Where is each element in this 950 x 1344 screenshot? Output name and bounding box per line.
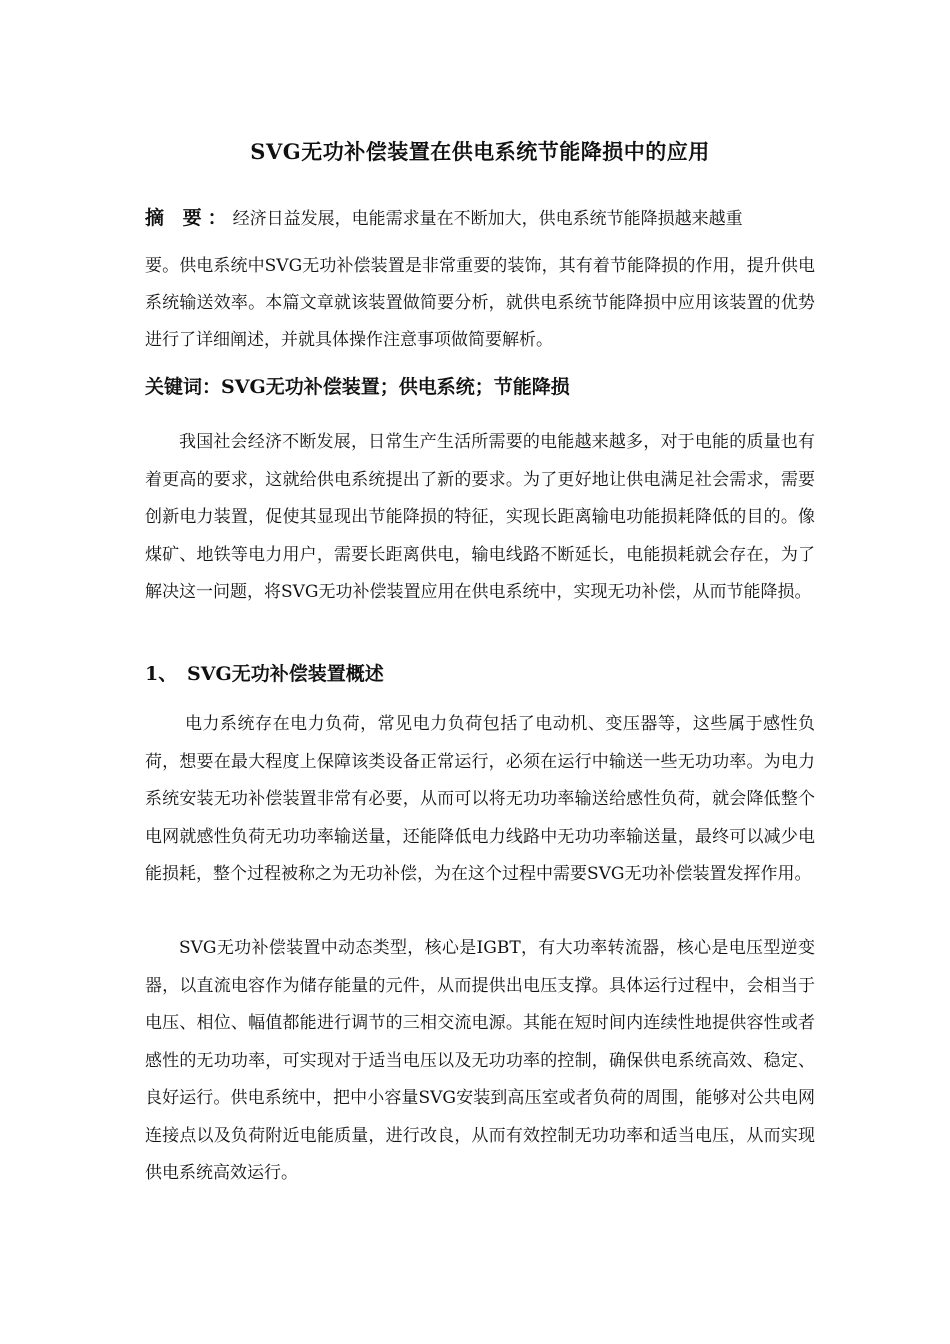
intro-paragraph: 我国社会经济不断发展，日常生产生活所需要的电能越来越多，对于电能的质量也有着更高的要求，这就给供电系统提出了新的要求。为了更好地让供电满足社会需求，需要创新电力装置，促使其显现出节能降损的特征，实现长距离输电功能损耗降低的目的。像煤矿、地铁等电力用户，需要长距离供电，输电线路不断延长，电能损耗就会存在，为了解决这一问题，将SVG无功补偿装置应用在供电系统中，实现无功补偿，从而节能降损。 bbox=[145, 432, 815, 602]
abstract bbox=[145, 200, 815, 359]
section-number: 1、 bbox=[145, 663, 178, 685]
keywords: 关键词：SVG无功补偿装置；供电系统；节能降损 bbox=[145, 376, 570, 398]
section-title: SVG无功补偿装置概述 bbox=[187, 663, 384, 685]
section-paragraph: SVG无功补偿装置中动态类型，核心是IGBT，有大功率转流器，核心是电压型逆变器，以直流电容作为储存能量的元件，从而提供出电压支撑。具体运行过程中，会相当于电压、相位、幅值都能进行调节的三相交流电源。其能在短时间内连续性地提供容性或者感性的无功功率，可实现对于适当电压以及无功功率的控制，确保供电系统高效、稳定、良好运行。供电系统中，把中小容量SVG安装到高压室或者负荷的周围，能够对公共电网连接点以及负荷附近电能质量，进行改良，从而有效控制无功功率和适当电压，从而实现供电系统高效运行。 bbox=[145, 938, 815, 1183]
abstract-label: 摘 要： bbox=[145, 207, 233, 229]
section-heading bbox=[145, 659, 815, 686]
document-title: SVG无功补偿装置在供电系统节能降损中的应用 bbox=[250, 139, 710, 164]
abstract-first-line bbox=[145, 200, 815, 238]
abstract-first-line-text: 经济日益发展，电能需求量在不断加大，供电系统节能降损越来越重 bbox=[232, 209, 743, 229]
section-paragraph: 电力系统存在电力负荷，常见电力负荷包括了电动机、变压器等，这些属于感性负荷，想要在最大程度上保障该类设备正常运行，必须在运行中输送一些无功功率。为电力系统安装无功补偿装置非常有必要，从而可以将无功功率输送给感性负荷，就会降低整个电网就感性负荷无功功率输送量，还能降低电力线路中无功功率输送量，最终可以减少电能损耗，整个过程被称之为无功补偿，为在这个过程中需要SVG无功补偿装置发挥作用。 bbox=[145, 714, 815, 884]
abstract-body: 要。供电系统中SVG无功补偿装置是非常重要的装饰，其有着节能降损的作用，提升供电系统输送效率。本篇文章就该装置做简要分析，就供电系统节能降损中应用该装置的优势进行了详细阐述，并就具体操作注意事项做简要解析。 bbox=[145, 256, 815, 350]
